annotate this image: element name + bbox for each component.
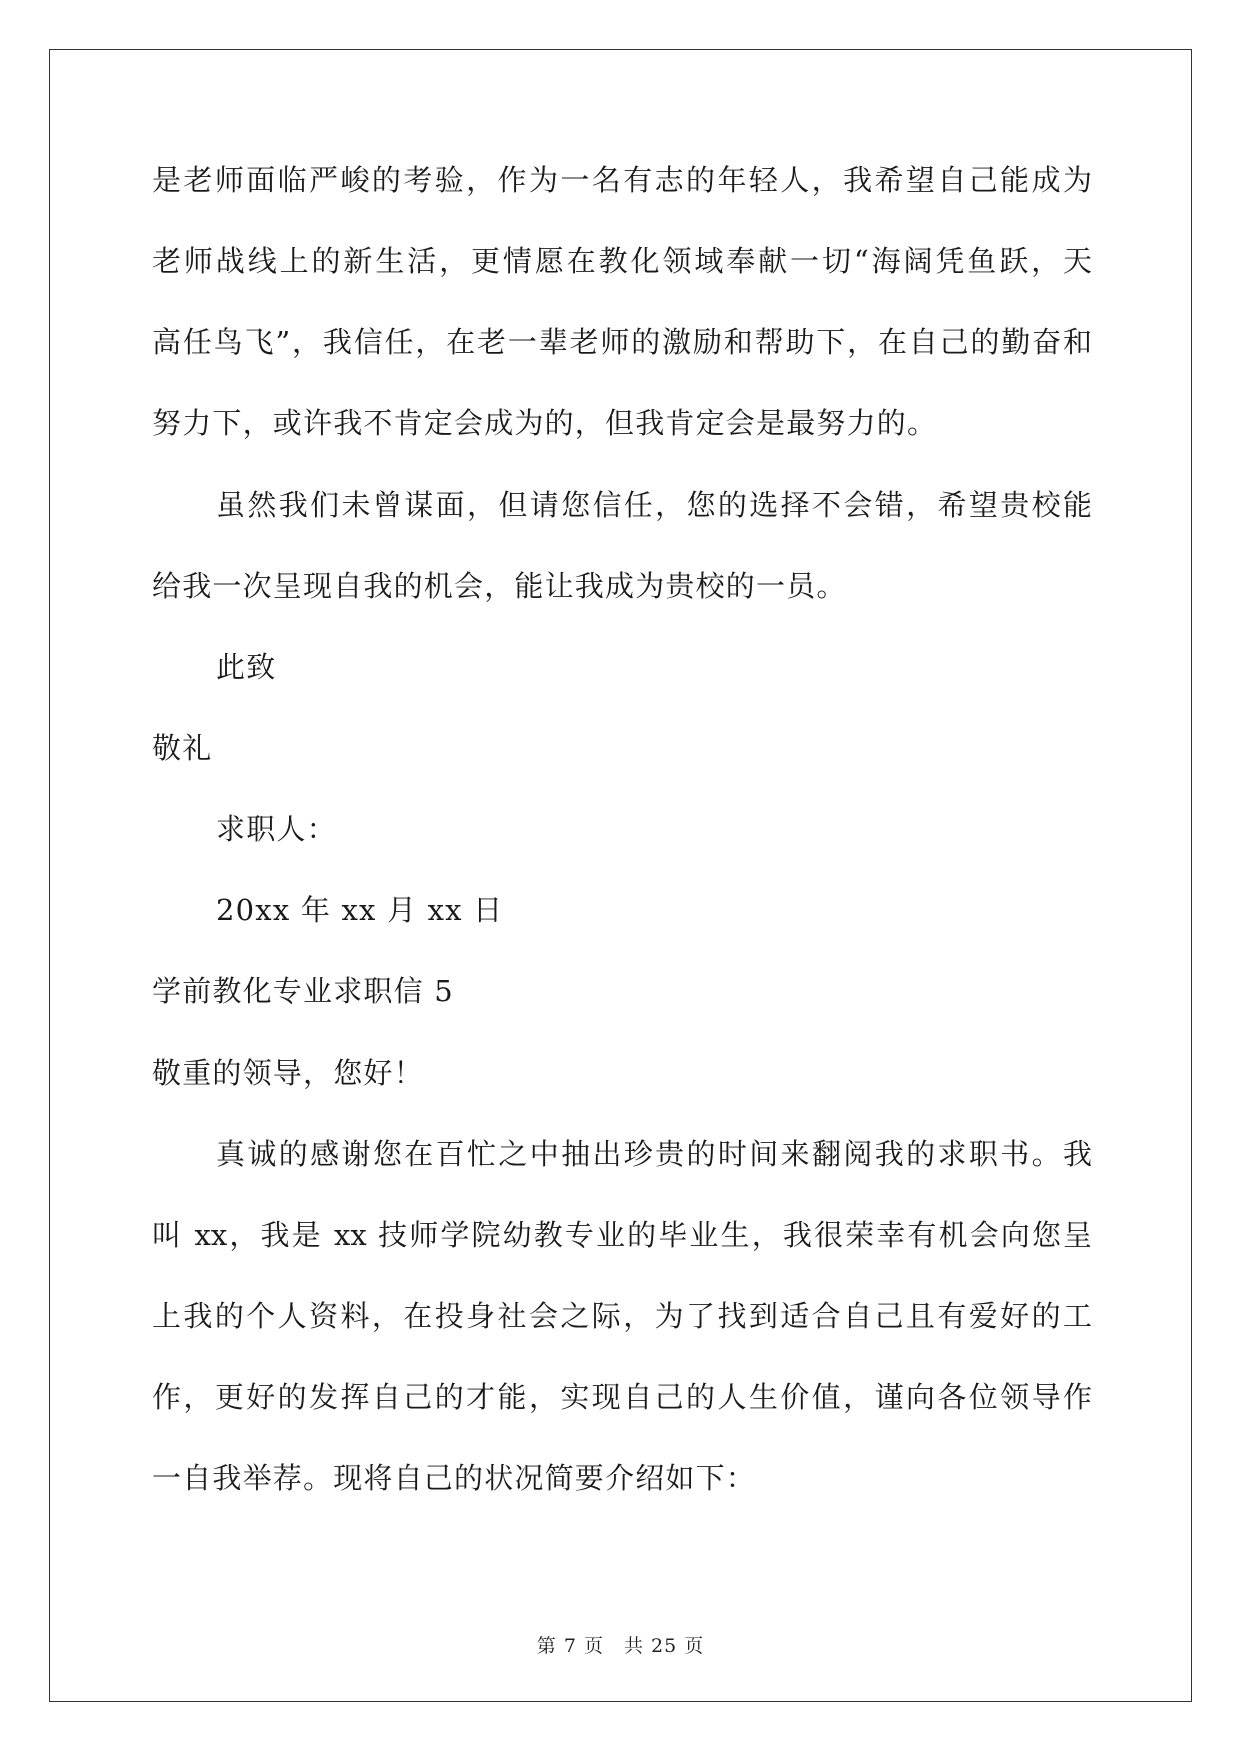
text-line: 努力下，或许我不肯定会成为的，但我肯定会是最努力的。 <box>152 406 938 440</box>
text-line: 虽然我们未曾谋面，但请您信任，您的选择不会错，希望贵校能 <box>216 488 1092 522</box>
text-line: 上我的个人资料，在投身社会之际，为了找到适合自己且有爱好的工 <box>152 1299 1092 1333</box>
closing-regards: 敬礼 <box>152 731 213 765</box>
applicant-label: 求职人： <box>216 812 337 846</box>
text-line: 高任鸟飞”，我信任，在老一辈老师的激励和帮助下，在自己的勤奋和 <box>152 325 1092 359</box>
text-line: 真诚的感谢您在百忙之中抽出珍贵的时间来翻阅我的求职书。我 <box>216 1137 1092 1171</box>
text-line: 老师战线上的新生活，更情愿在教化领域奉献一切“海阔凭鱼跃，天 <box>152 244 1092 278</box>
date-line: 20xx 年 xx 月 xx 日 <box>216 893 504 927</box>
text-line: 一自我举荐。现将自己的状况简要介绍如下： <box>152 1461 757 1495</box>
text-line: 作，更好的发挥自己的才能，实现自己的人生价值，谨向各位领导作 <box>152 1380 1092 1414</box>
text-line: 叫 xx，我是 xx 技师学院幼教专业的毕业生，我很荣幸有机会向您呈 <box>152 1218 1092 1252</box>
closing-salutation: 此致 <box>216 650 277 684</box>
text-line: 是老师面临严峻的考验，作为一名有志的年轻人，我希望自己能成为 <box>152 163 1092 197</box>
greeting: 敬重的领导，您好！ <box>152 1056 424 1090</box>
section-heading: 学前教化专业求职信 5 <box>152 974 454 1008</box>
page-border <box>49 49 1192 1702</box>
text-line: 给我一次呈现自我的机会，能让我成为贵校的一员。 <box>152 569 847 603</box>
page-number: 第 7 页 共 25 页 <box>536 1635 705 1657</box>
